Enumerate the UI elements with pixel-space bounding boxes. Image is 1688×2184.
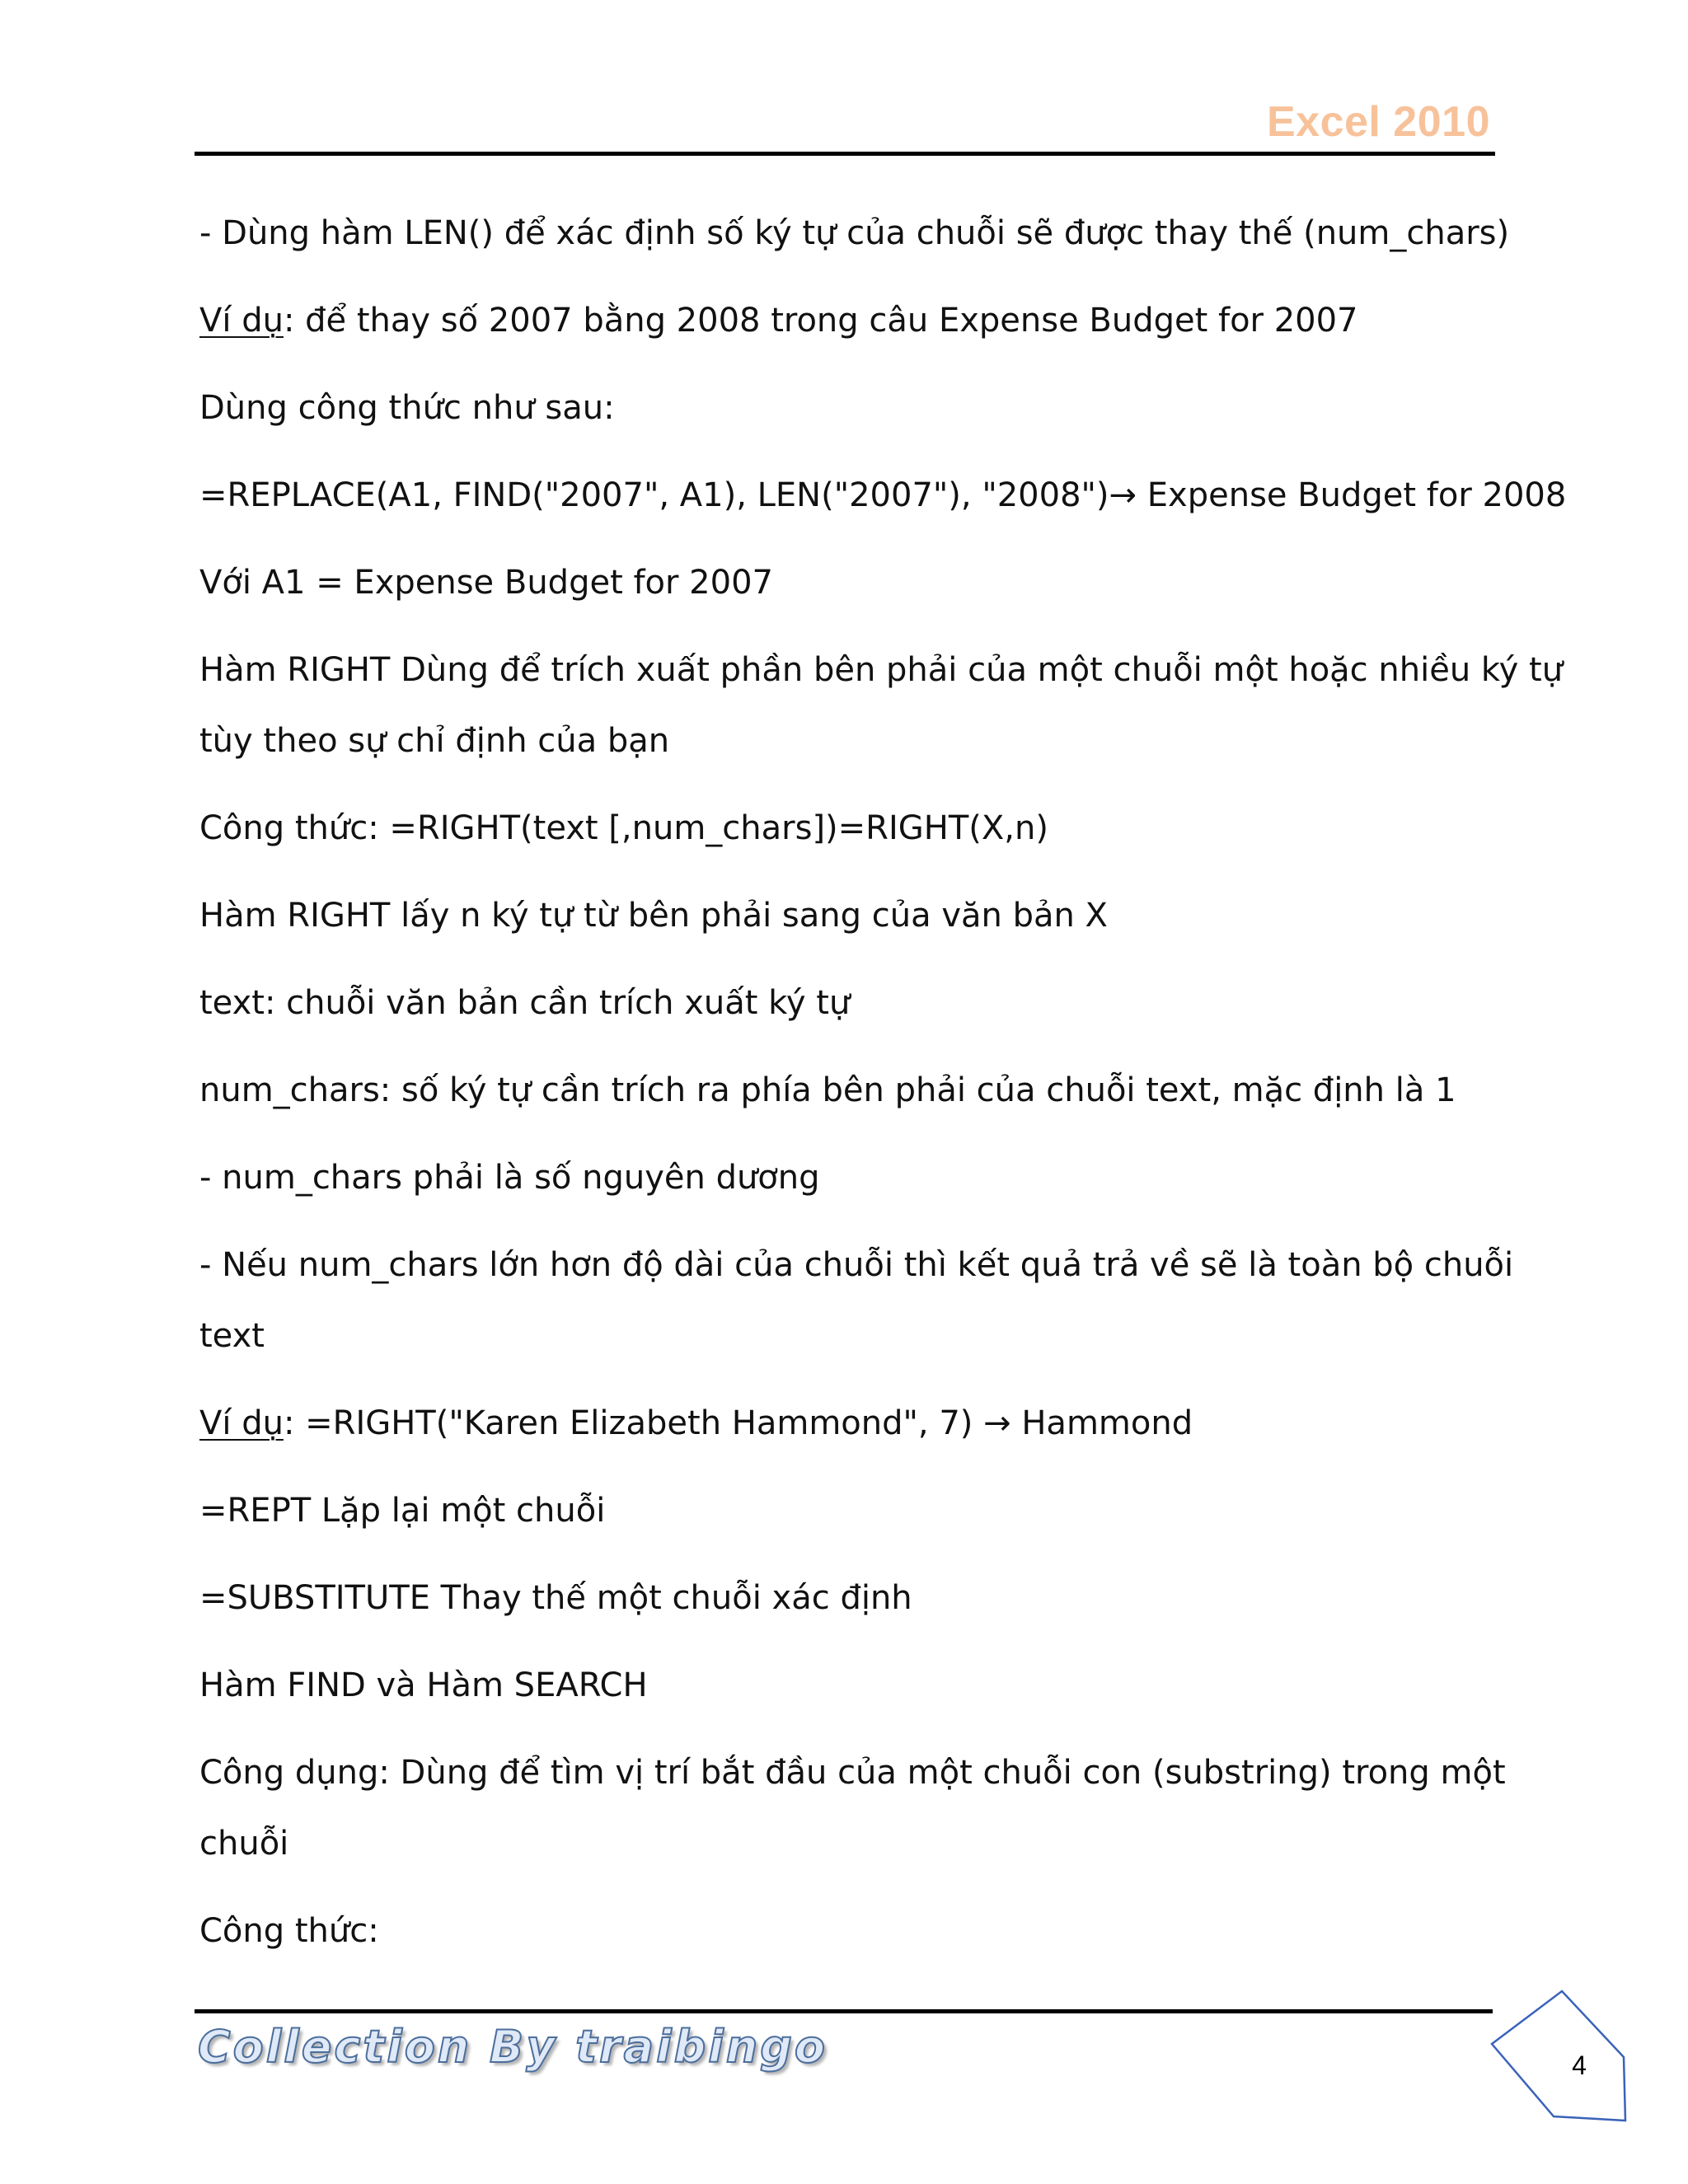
text-line: num_chars: số ký tự cần trích ra phía bên phải của chuỗi text, mặc định là 1 [199, 1071, 1456, 1109]
example-line [199, 285, 1502, 373]
text-line: =REPT Lặp lại một chuỗi [199, 1492, 606, 1530]
text-line: - Dùng hàm LEN() để xác định số ký tự của chuỗi sẽ được thay thế (num_chars) [199, 214, 1510, 252]
text-line: Hàm FIND và Hàm SEARCH [199, 1666, 648, 1704]
header-divider [195, 152, 1495, 156]
text-line: =SUBSTITUTE Thay thế một chuỗi xác định [199, 1579, 912, 1617]
page-badge-shape [1492, 1991, 1625, 2121]
example-text: : để thay số 2007 bằng 2008 trong câu Expense Budget for 2007 [283, 302, 1358, 340]
example-label: Ví dụ [199, 1404, 284, 1442]
footer-brand: Collection By traibingo [198, 2021, 828, 2073]
text-line: Hàm RIGHT lấy n ký tự từ bên phải sang của văn bản X [199, 897, 1108, 935]
page-number: 4 [1572, 2050, 1587, 2080]
example-line [199, 1388, 1502, 1475]
text-line: Với A1 = Expense Budget for 2007 [199, 564, 773, 602]
text-line: Dùng công thức như sau: [199, 389, 615, 427]
text-line: text: chuỗi văn bản cần trích xuất ký tự [199, 984, 851, 1022]
document-body [199, 198, 1567, 1983]
text-line: Hàm RIGHT Dùng để trích xuất phần bên phải của một chuỗi một hoặc nhiều ký tự [199, 651, 1564, 689]
formula-line: Công thức: =RIGHT(text [,num_chars])=RIGHT(X,n) [199, 809, 1048, 847]
example-text: : =RIGHT("Karen Elizabeth Hammond", 7) → Hammond [283, 1404, 1193, 1442]
document-header-title: Excel 2010 [1266, 98, 1490, 146]
text-line: Công thức: [199, 1912, 379, 1950]
formula-line: =REPLACE(A1, FIND("2007", A1), LEN("2007"), "2008")→ Expense Budget for 2008 [199, 476, 1567, 514]
text-line-continuation: chuỗi [199, 1825, 289, 1863]
text-line: - Nếu num_chars lớn hơn độ dài của chuỗi thì kết quả trả về sẽ là toàn bộ chuỗi [199, 1246, 1514, 1284]
text-line-continuation: tùy theo sự chỉ định của bạn [199, 722, 670, 760]
text-line: - num_chars phải là số nguyên dương [199, 1159, 820, 1197]
footer-divider [195, 2009, 1493, 2013]
text-line-continuation: text [199, 1317, 265, 1355]
page-number-badge [1484, 1985, 1632, 2125]
example-label: Ví dụ [199, 302, 284, 340]
text-line: Công dụng: Dùng để tìm vị trí bắt đầu của một chuỗi con (substring) trong một [199, 1754, 1506, 1792]
